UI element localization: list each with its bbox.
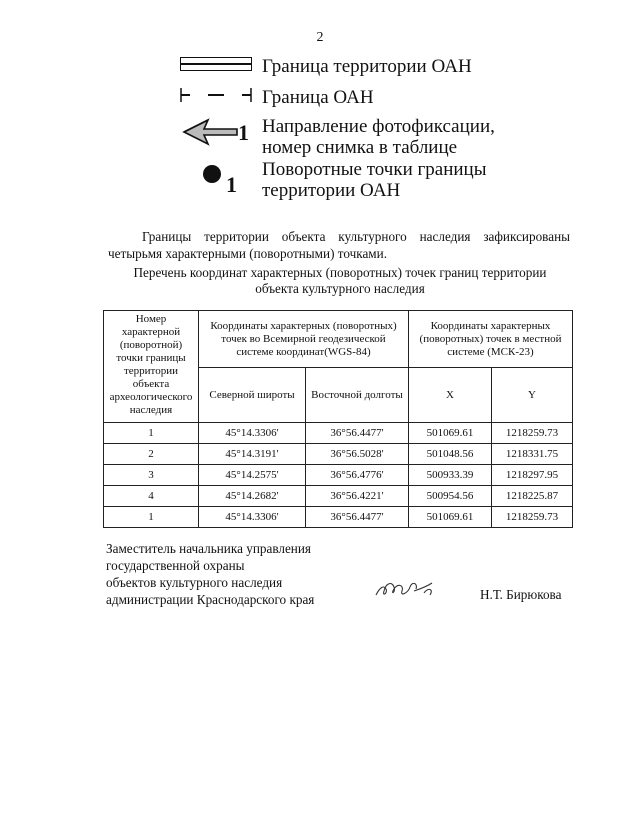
legend-label-points: Поворотные точки границы территории ОАН xyxy=(262,159,487,201)
subheader-y: Y xyxy=(492,368,573,423)
coordinates-table xyxy=(103,310,573,528)
header-point-number: Номер характерной (поворотной) точки границы территории объекта археологического наследия xyxy=(104,311,199,423)
signatory-title: Заместитель начальника управления государственной охраны объектов культурного наследия администрации Краснодарского края xyxy=(106,541,315,607)
handwritten-signature xyxy=(370,575,450,603)
legend-arrow-number: 1 xyxy=(238,120,249,145)
table-row: 4 45°14.2682' 36°56.4221' 500954.56 1218225.87 xyxy=(104,486,573,507)
solid-boundary-line-icon xyxy=(180,57,252,71)
header-msk23: Координаты характерных (поворотных) точек в местной системе (МСК-23) xyxy=(409,311,573,368)
subheader-longitude: Восточной долготы xyxy=(306,368,409,423)
table-caption: Перечень координат характерных (поворотных) точек границ территории объекта культурного наследия xyxy=(133,265,547,296)
legend-label-photo: Направление фотофиксации, номер снимка в таблице xyxy=(262,116,495,158)
subheader-latitude: Северной широты xyxy=(199,368,306,423)
photo-direction-arrow-icon xyxy=(182,116,262,148)
dashed-boundary-line-icon xyxy=(180,88,252,102)
table-row: 3 45°14.2575' 36°56.4776' 500933.39 1218297.95 xyxy=(104,465,573,486)
table-row: 1 45°14.3306' 36°56.4477' 501069.61 1218259.73 xyxy=(104,423,573,444)
page-number: 2 xyxy=(316,30,324,45)
legend-dot-number: 1 xyxy=(226,172,237,197)
legend-label-territory: Граница территории ОАН xyxy=(262,56,472,77)
signer-name: Н.Т. Бирюкова xyxy=(480,587,562,602)
table-row: 1 45°14.3306' 36°56.4477' 501069.61 1218259.73 xyxy=(104,507,573,528)
description-paragraph: Границы территории объекта культурного наследия зафиксированы четырьмя характерными (поворотными) точками. xyxy=(108,229,570,261)
legend-label-oan: Граница ОАН xyxy=(262,87,374,108)
subheader-x: X xyxy=(409,368,492,423)
header-wgs84: Координаты характерных (поворотных) точек во Всемирной геодезической системе координат(WGS-84) xyxy=(199,311,409,368)
table-row: 2 45°14.3191' 36°56.5028' 501048.56 1218331.75 xyxy=(104,444,573,465)
